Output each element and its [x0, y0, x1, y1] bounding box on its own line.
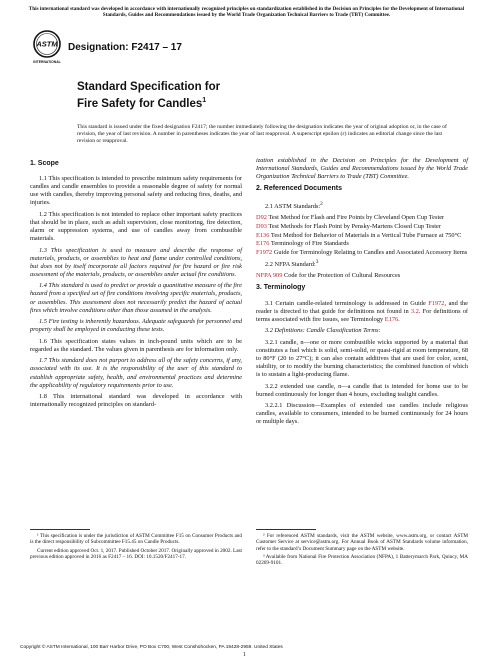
footnote-rule [30, 529, 90, 530]
terminology-heading: 3. Terminology [256, 284, 306, 292]
footnotes-right [256, 529, 468, 568]
para-1-3: 1.3 This specification is used to measure and describe the response of materials, products, or assemblies to heat and flame under controlled conditions, but does not by itself incorporate all factors required for fire hazard or fire risk assessment of the materials, products, or assemblies under actual fire conditions. [30, 246, 242, 278]
astm-logo [32, 29, 62, 65]
footnote-1-edition: Current edition approved Oct. 1, 2017. Published October 2017. Originally approved in 2002. Last previous edition approved in 2016 as F2417 – 16. DOI: 10.1520/F2417-17. [30, 547, 242, 560]
ref-item[interactable] [256, 240, 468, 248]
ref-title: Test Method for Behavior of Materials in a Vertical Tube Furnace at 750°C [270, 231, 462, 239]
astm-standards-heading: 2.1 ASTM Standards:$^2$ [265, 200, 323, 210]
title-line-2: Fire Safety for Candles [77, 97, 203, 110]
ref-title: Code for the Protection of Cultural Resources [283, 272, 401, 280]
link-e176[interactable]: E176 [384, 315, 399, 323]
left-column [30, 157, 242, 413]
ref-code-link[interactable]: D92 [256, 214, 267, 222]
footnote-3: ³ Available from National Fire Protection Association (NFPA), 1 Batterymarch Park, Quincy, MA 02269-9101. [256, 553, 468, 567]
ref-code-link[interactable]: NFPA 909 [256, 272, 283, 280]
ref-title: Test Method for Flash and Fire Points by Cleveland Open Cup Tester [268, 214, 445, 222]
ref-item[interactable] [256, 249, 468, 257]
footnote-2: ² For referenced ASTM standards, visit the ASTM website, www.astm.org, or contact ASTM Customer Service at service@astm.org. For Annual Book of ASTM Standards volume information, refer to the standard’s Document Summary page on the ASTM website. [256, 533, 468, 552]
title-footnote-marker: 1 [202, 97, 207, 104]
ref-title: Terminology of Fire Standards [270, 240, 349, 248]
ref-title: Test Methods for Flash Point by Pensky-Martens Closed Cup Tester [268, 223, 441, 231]
astm-standards-list [256, 200, 468, 281]
para-3-2: 3.2 Definitions: Candle Classification Terms: [265, 327, 381, 335]
ref-code-link[interactable]: D93 [256, 223, 267, 231]
para-1-5: 1.5 Fire testing is inherently hazardous. Adequate safeguards for personnel and property shall be employed in conducting these tests. [30, 318, 242, 334]
footnotes-left [30, 529, 242, 562]
title-line-1: Standard Specification for [77, 81, 221, 93]
para-1-8: 1.8 This international standard was developed in accordance with internationally recognized principles on standard- [30, 393, 242, 409]
scope-heading: 1. Scope [30, 160, 59, 167]
para-3-2-1: 3.2.1 candle, n—one or more combustible wicks supported by a material that constitutes a fuel which is solid, semi-solid, or quasi-rigid at room temperature, 68 to 80°F (20 to 27°C); it can also contain additives that are used for color, scent, stability, or to modify the burning characteristics; the combined function of which is to sustain a light-producing flame. [256, 338, 468, 379]
para-1-8-cont: ization established in the Decision on Principles for the Development of International Standards, Guides and Recommendations issued by the World Trade Organization Technical Barriers to Trade (TBT) Committee. [256, 157, 468, 181]
referenced-documents-heading: 2. Referenced Documents [256, 184, 342, 192]
link-3-2[interactable]: 3.2 [410, 307, 419, 315]
para-3-2-2-1: 3.2.2.1 Discussion—Examples of extended use candles include religious candles, available to consumers, intended to be burned continuously for 24 hours or multiple days. [256, 402, 468, 426]
ref-code-link[interactable]: F1972 [256, 249, 273, 257]
para-3-1: 3.1 Certain candle-related terminology is addressed in Guide F1972, and the reader is directed to that guide for definitions not found in 3.2. For definitions of terms associated with fire issues, see Terminology E176. [256, 299, 468, 323]
ref-item[interactable] [256, 232, 468, 240]
ref-code-link[interactable]: E136 [256, 231, 270, 239]
issue-note: This standard is issued under the fixed designation F2417; the number immediately following the designation indicates the year of original adoption or, in the case of revision, the year of last revision. A number in parentheses indicates the year of last reapproval. A superscript epsilon (ε) indicates an editorial change since the last revision or reapproval. [77, 124, 447, 144]
para-1-1: 1.1 This specification is intended to prescribe minimum safety requirements for candles and candle ensembles to provide a reasonable degree of safety for normal use with candles, thereby improving personal safety and reducing fires, deaths, and injuries. [30, 175, 242, 207]
para-1-2: 1.2 This specification is not intended to replace other important safety practices that should be in place, such as adult supervision, close monitoring, fire detection, alarm or suppression systems, and use of candles away from combustible materials. [30, 210, 242, 243]
designation: Designation: F2417 – 17 [68, 42, 182, 53]
nfpa-standard-heading: 2.2 NFPA Standard:$^3$ [265, 258, 319, 268]
para-1-4: 1.4 This standard is used to predict or provide a quantitative measure of the fire hazard from a specified set of fire conditions involving specific materials, products, or assemblies. This assessment does not necessarily predict the hazard of actual fires which involve conditions other than those assumed in the analysis. [30, 282, 242, 314]
logo-text: ASTM [36, 39, 58, 49]
footnote-rule [256, 529, 316, 530]
para-1-6: 1.6 This specification states values in inch-pound units which are to be regarded as the standard. The values given in parenthesis are for information only. [30, 337, 242, 353]
standards-notice: This international standard was developed in accordance with internationally recognized principles on standardization established in the Decision on Principles for the Development of International Standards, Guides and Recommendations issued by the World Trade Organization Technical Barriers to Trade (TBT) Committee. [28, 6, 465, 19]
logo-subtext: INTERNATIONAL [33, 60, 61, 64]
right-column [256, 157, 468, 430]
document-title [77, 81, 407, 111]
para-3-2-2: 3.2.2 extended use candle, n—a candle that is intended for home use to be burned continuously for longer than 4 hours, excluding tealight candles. [256, 382, 468, 398]
ref-item[interactable] [256, 223, 468, 231]
para-1-7: 1.7 This standard does not purport to address all of the safety concerns, if any, associated with its use. It is the responsibility of the user of this standard to establish appropriate safety, health, and environmental practices and determine the applicability of regulatory requirements prior to use. [30, 357, 242, 389]
ref-title: Guide for Terminology Relating to Candles and Associated Accessory Items [273, 249, 468, 257]
page-number: 1 [243, 652, 246, 658]
copyright: Copyright © ASTM International, 100 Barr Harbor Drive, PO Box C700, West Conshohocken, PA 19428-2959. United States [20, 645, 283, 650]
ref-item[interactable] [256, 214, 468, 222]
link-f1972[interactable]: F1972 [428, 299, 445, 307]
ref-code-link[interactable]: E176 [256, 240, 270, 248]
ref-item[interactable] [256, 272, 468, 280]
footnote-1: ¹ This specification is under the jurisdiction of ASTM Committee F15 on Consumer Products and is the direct responsibility of Subcommittee F15.45 on Candle Products. [30, 533, 242, 546]
